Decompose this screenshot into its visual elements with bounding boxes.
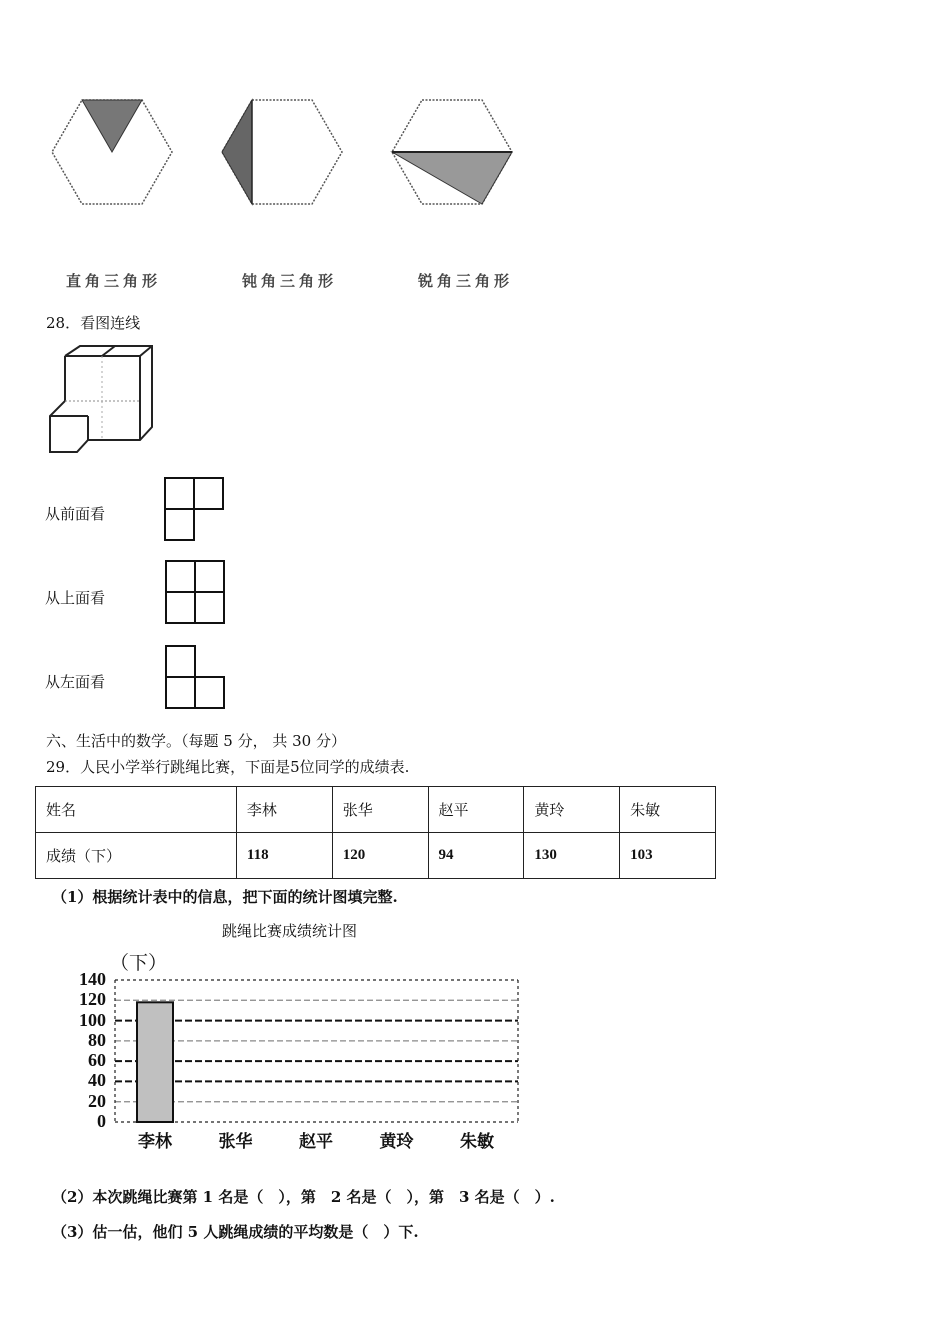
- y-tick-label: 0: [97, 1111, 106, 1131]
- y-tick-label: 80: [88, 1029, 106, 1050]
- hexagon-figures: [0, 0, 560, 260]
- caption-right-triangle: 直角三角形: [66, 272, 162, 290]
- part-3-question: （3）估一估，他们 5 人跳绳成绩的平均数是（ ）下.: [52, 1223, 419, 1241]
- table-row: [36, 833, 716, 879]
- question-28-title: 28．看图连线: [46, 314, 141, 332]
- table-row: [36, 787, 716, 833]
- part-2-question: （2）本次跳绳比赛第 1 名是（ ），第 2 名是（ ），第 3 名是（ ）.: [52, 1188, 555, 1206]
- table-cell: 118: [236, 833, 332, 879]
- table-cell: 103: [620, 833, 716, 879]
- y-tick-label: 60: [88, 1050, 106, 1071]
- y-tick-label: 120: [79, 989, 106, 1010]
- cube-stack-figure: [40, 340, 160, 465]
- hexagon-right-triangle: [52, 100, 172, 204]
- table-cell: 94: [428, 833, 524, 879]
- view-label-top: 从上面看: [45, 589, 106, 607]
- x-tick-label: 赵平: [299, 1132, 333, 1152]
- table-cell: 李林: [236, 787, 332, 833]
- front-view-shape[interactable]: [163, 476, 227, 544]
- top-view-shape[interactable]: [164, 559, 228, 627]
- x-tick-label: 黄玲: [379, 1132, 414, 1152]
- table-cell: 朱敏: [620, 787, 716, 833]
- caption-obtuse-triangle: 钝角三角形: [242, 272, 338, 290]
- x-tick-label: 李林: [138, 1132, 172, 1152]
- x-tick-label: 朱敏: [460, 1132, 494, 1152]
- table-cell: 张华: [332, 787, 428, 833]
- y-tick-label: 20: [88, 1090, 106, 1111]
- chart-title: 跳绳比赛成绩统计图: [222, 922, 358, 940]
- table-header-name: 姓名: [36, 787, 237, 833]
- table-cell: 黄玲: [524, 787, 620, 833]
- hexagon-obtuse-triangle: [222, 100, 342, 204]
- y-tick-label: 100: [79, 1009, 106, 1030]
- table-header-score: 成绩（下）: [36, 833, 237, 879]
- part-1-instruction: （1）根据统计表中的信息，把下面的统计图填完整.: [52, 888, 398, 906]
- table-cell: 赵平: [428, 787, 524, 833]
- x-tick-label: 张华: [218, 1132, 253, 1152]
- table-cell: 130: [524, 833, 620, 879]
- left-view-shape[interactable]: [164, 644, 228, 712]
- hexagon-acute-triangle: [392, 100, 512, 204]
- chart-y-unit: （下）: [110, 952, 168, 974]
- bar: [137, 1002, 173, 1122]
- y-tick-label: 40: [88, 1070, 106, 1091]
- section-6-title: 六、生活中的数学。（每题 5 分， 共 30 分）: [46, 732, 346, 750]
- view-label-left: 从左面看: [45, 673, 106, 691]
- y-tick-label: 140: [79, 969, 106, 989]
- view-label-front: 从前面看: [45, 505, 106, 523]
- question-29-title: 29．人民小学举行跳绳比赛，下面是5位同学的成绩表.: [46, 758, 410, 776]
- score-table: [35, 786, 716, 879]
- caption-acute-triangle: 锐角三角形: [418, 272, 514, 290]
- table-cell: 120: [332, 833, 428, 879]
